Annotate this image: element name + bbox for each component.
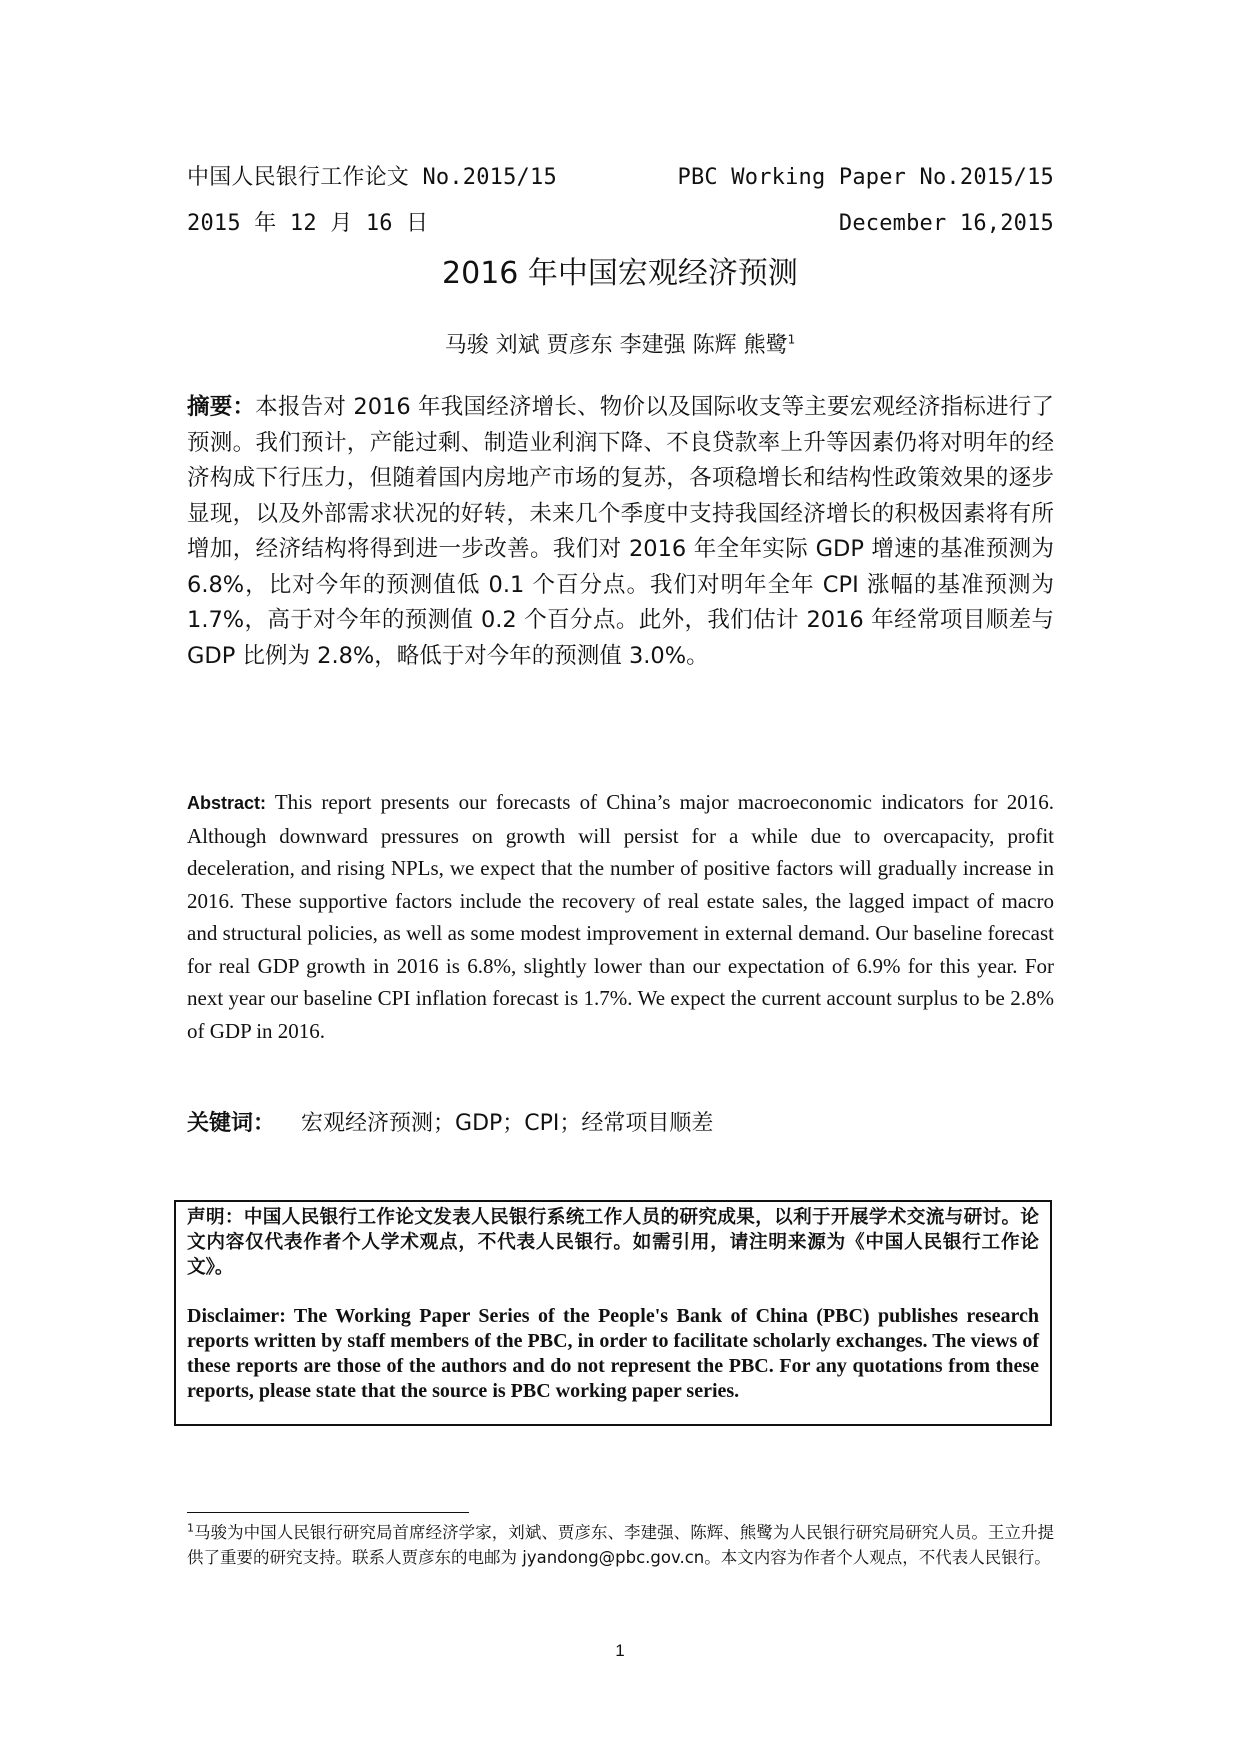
disclaimer-cn: 声明：中国人民银行工作论文发表人民银行系统工作人员的研究成果，以利于开展学术交流与研讨。论文内容仅代表作者个人学术观点，不代表人民银行。如需引用，请注明来源为《中国人民银行工作论文》。 xyxy=(187,1207,1039,1278)
abstract-en-label: Abstract: xyxy=(187,793,267,813)
keywords xyxy=(187,1108,1054,1140)
author-footnote-mark: 1 xyxy=(787,332,796,347)
disclaimer-en: Disclaimer: The Working Paper Series of the People's Bank of China (PBC) publishes research reports written by staff members of the PBC, in order to facilitate scholarly exchanges. The views of these reports are those of the authors and do not represent the PBC. For any quotations from these reports, please state that the source is PBC working paper series. xyxy=(187,1305,1039,1402)
series-en: PBC Working Paper No.2015/15 xyxy=(677,165,1054,190)
paper-title: 2016 年中国宏观经济预测 xyxy=(442,256,798,291)
abstract-cn-label: 摘要： xyxy=(187,394,256,420)
keywords-label: 关键词： xyxy=(187,1111,276,1136)
date-en: December 16,2015 xyxy=(838,211,1054,236)
footnote-divider xyxy=(187,1512,469,1513)
authors xyxy=(0,330,1240,362)
footnote-text: 马骏为中国人民银行研究局首席经济学家，刘斌、贾彦东、李建强、陈辉、熊鹭为人民银行研究局研究人员。王立升提供了重要的研究支持。联系人贾彦东的电邮为 jyandong@pbc.gov.cn。本文内容为作者个人观点，不代表人民银行。 xyxy=(187,1523,1054,1567)
abstract-cn-text: 本报告对 2016 年我国经济增长、物价以及国际收支等主要宏观经济指标进行了预测。我们预计，产能过剩、制造业利润下降、不良贷款率上升等因素仍将对明年的经济构成下行压力，但随着国内房地产市场的复苏，各项稳增长和结构性政策效果的逐步显现，以及外部需求状况的好转，未来几个季度中支持我国经济增长的积极因素将有所增加，经济结构将得到进一步改善。我们对 2016 年全年实际 GDP 增速的基准预测为 6.8%，比对今年的预测值低 0.1 个百分点。我们对明年全年 CPI 涨幅的基准预测为 1.7%，高于对今年的预测值 0.2 个百分点。此外，我们估计 2016 年经常项目顺差与 GDP 比例为 2.8%，略低于对今年的预测值 3.0%。 xyxy=(187,394,1054,669)
footnote xyxy=(187,1520,1054,1570)
abstract-en-text: This report presents our forecasts of China’s major macroeconomic indicators for 2016. Although downward pressures on growth will persist for a while due to overcapacity, profit deceleration, and rising NPLs, we expect that the number of positive factors will gradually increase in 2016. These supportive factors include the recovery of real estate sales, the lagged impact of macro and structural policies, as well as some modest improvement in external demand. Our baseline forecast for real GDP growth in 2016 is 6.8%, slightly lower than our expectation of 6.9% for this year. For next year our baseline CPI inflation forecast is 1.7%. We expect the current account surplus to be 2.8% of GDP in 2016. xyxy=(187,790,1054,1043)
abstract-cn xyxy=(187,390,1054,674)
page-number: 1 xyxy=(615,1641,625,1660)
series-cn: 中国人民银行工作论文 No.2015/15 xyxy=(187,165,557,190)
date-cn: 2015 年 12 月 16 日 xyxy=(187,211,429,236)
footnote-mark: 1 xyxy=(187,1521,194,1535)
keywords-text: 宏观经济预测；GDP；CPI；经常项目顺差 xyxy=(301,1111,714,1136)
disclaimer-box xyxy=(174,1200,1052,1426)
abstract-en xyxy=(187,786,1054,1047)
author-names: 马骏 刘斌 贾彦东 李建强 陈辉 熊鹭 xyxy=(444,333,788,358)
